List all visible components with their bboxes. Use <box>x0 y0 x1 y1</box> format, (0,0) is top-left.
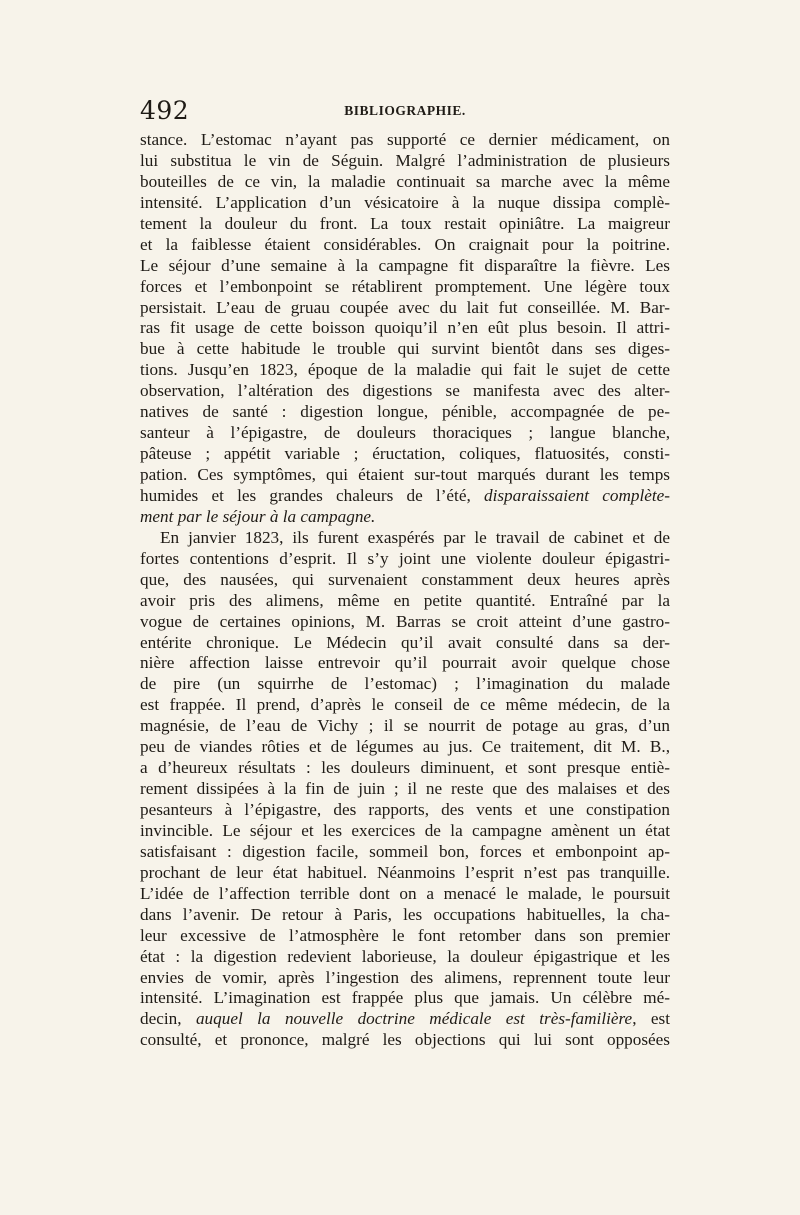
text-line <box>140 444 670 465</box>
text-line <box>140 549 670 570</box>
text-line <box>140 968 670 989</box>
text-line <box>140 905 670 926</box>
text-run: et la faiblesse étaient considérables. On craignait pour la poitrine. <box>140 234 670 254</box>
text-run: stance. L’estomac n’ayant pas supporté ce dernier médicament, on <box>140 130 670 149</box>
text-line <box>140 507 670 528</box>
text-run: Le séjour d’une semaine à la campagne fit disparaître la fièvre. Les <box>140 255 670 275</box>
text-run: lui substitua le vin de Séguin. Malgré l’administration de plusieurs <box>140 150 670 170</box>
text-run: avoir pris des alimens, même en petite quantité. Entraîné par la <box>140 590 670 610</box>
text-run: , est <box>632 1009 670 1029</box>
text-run: invincible. Le séjour et les exercices de la campagne amènent un état <box>140 820 670 840</box>
text-line <box>140 779 670 800</box>
text-line <box>140 591 670 612</box>
text-line <box>140 423 670 444</box>
text-line <box>140 716 670 737</box>
text-line <box>140 695 670 716</box>
text-run: intensité. L’application d’un vésicatoire à la nuque dissipa complè- <box>140 192 670 212</box>
text-line <box>140 884 670 905</box>
text-run: decin, <box>140 1009 196 1029</box>
text-line <box>140 528 670 549</box>
text-line <box>140 298 670 319</box>
text-run: envies de vomir, après l’ingestion des alimens, reprennent toute leur <box>140 967 670 987</box>
text-run: consulté, et prononce, malgré les objections qui lui sont opposées <box>140 1030 670 1050</box>
text-line <box>140 465 670 486</box>
text-line <box>140 653 670 674</box>
body-text <box>140 130 670 1051</box>
text-line <box>140 256 670 277</box>
text-line <box>140 360 670 381</box>
text-run: tions. Jusqu’en 1823, époque de la maladie qui fait le sujet de cette <box>140 360 670 380</box>
text-run: que, des nausées, qui survenaient constamment deux heures après <box>140 569 670 589</box>
text-run: pation. Ces symptômes, qui étaient sur-tout marqués durant les temps <box>140 465 670 484</box>
text-line <box>140 926 670 947</box>
text-line <box>140 381 670 402</box>
text-line <box>140 947 670 968</box>
text-run: En janvier 1823, ils furent exaspérés par le travail de cabinet et de <box>160 527 670 547</box>
text-run: santeur à l’épigastre, de douleurs thoraciques ; langue blanche, <box>140 423 670 443</box>
italic-run: disparaissaient complète- <box>483 485 670 505</box>
italic-run: ment par le séjour à la campagne. <box>140 506 376 526</box>
text-run: de pire (un squirrhe de l’estomac) ; l’imagination du malade <box>140 674 670 694</box>
text-run: fortes contentions d’esprit. Il s’y joint une violente douleur épigastri- <box>140 548 670 568</box>
text-run: forces et l’embonpoint se rétablirent promptement. Une légère toux <box>140 276 670 296</box>
text-run: pâteuse ; appétit variable ; éructation, coliques, flatuosités, consti- <box>140 444 670 464</box>
text-run: persistait. L’eau de gruau coupée avec du lait fut conseillée. M. Bar- <box>140 297 670 317</box>
text-run: vogue de certaines opinions, M. Barras se croit atteint d’une gastro- <box>140 611 670 631</box>
text-line <box>140 318 670 339</box>
text-run: prochant de leur état habituel. Néanmoins l’esprit n’est pas tranquille. <box>140 862 670 882</box>
text-run: observation, l’altération des digestions se manifesta avec des alter- <box>140 381 670 401</box>
text-run: entérite chronique. Le Médecin qu’il avait consulté dans sa der- <box>140 632 670 652</box>
text-run: bue à cette habitude le trouble qui survint bientôt dans ses diges- <box>140 339 670 359</box>
text-line <box>140 130 670 151</box>
text-line <box>140 988 670 1009</box>
text-line <box>140 1030 670 1051</box>
text-run: humides et les grandes chaleurs de l’été, <box>140 485 484 505</box>
text-line <box>140 612 670 633</box>
text-line <box>140 821 670 842</box>
text-run: est frappée. Il prend, d’après le conseil de ce même médecin, de la <box>140 695 670 715</box>
text-run: bouteilles de ce vin, la maladie continuait sa marche avec la même <box>140 171 670 191</box>
text-line <box>140 277 670 298</box>
text-run: tement la douleur du front. La toux restait opiniâtre. La maigreur <box>140 213 670 233</box>
text-line <box>140 235 670 256</box>
page-number: 492 <box>140 96 190 125</box>
text-line <box>140 800 670 821</box>
text-run: rement dissipées à la fin de juin ; il ne reste que des malaises et des <box>140 779 670 799</box>
text-line <box>140 193 670 214</box>
text-run: pesanteurs à l’épigastre, des rapports, des vents et une constipation <box>140 800 670 819</box>
text-line <box>140 402 670 423</box>
text-run: L’idée de l’affection terrible dont on a menacé le malade, le poursuit <box>140 883 670 903</box>
text-run: satisfaisant : digestion facile, sommeil bon, forces et embonpoint ap- <box>140 841 670 861</box>
text-run: nière affection laisse entrevoir qu’il pourrait avoir quelque chose <box>140 653 670 673</box>
running-head: BIBLIOGRAPHIE. <box>344 103 466 118</box>
text-line <box>140 570 670 591</box>
text-run: intensité. L’imagination est frappée plus que jamais. Un célèbre mé- <box>140 988 670 1008</box>
text-run: leur excessive de l’atmosphère le font retomber dans son premier <box>140 925 670 945</box>
text-run: peu de viandes rôties et de légumes au jus. Ce traitement, dit M. B., <box>140 737 670 757</box>
text-run: ras fit usage de cette boisson quoiqu’il n’en eût plus besoin. Il attri- <box>140 318 670 338</box>
text-line <box>140 842 670 863</box>
text-line <box>140 674 670 695</box>
text-line <box>140 633 670 654</box>
text-run: dans l’avenir. De retour à Paris, les occupations habituelles, la cha- <box>140 904 670 924</box>
text-line <box>140 737 670 758</box>
text-run: magnésie, de l’eau de Vichy ; il se nourrit de potage au gras, d’un <box>140 716 670 736</box>
text-run: état : la digestion redevient laborieuse, la douleur épigastrique et les <box>140 946 670 966</box>
text-run: natives de santé : digestion longue, pénible, accompagnée de pe- <box>140 402 670 422</box>
text-line <box>140 339 670 360</box>
text-run: a d’heureux résultats : les douleurs diminuent, et sont presque entiè- <box>140 758 670 778</box>
text-line <box>140 172 670 193</box>
text-line <box>140 1009 670 1030</box>
text-line <box>140 863 670 884</box>
text-line <box>140 758 670 779</box>
italic-run: auquel la nouvelle doctrine médicale est très-familière <box>195 1009 633 1029</box>
text-line <box>140 151 670 172</box>
page-header <box>140 96 670 126</box>
text-line <box>140 486 670 507</box>
text-line <box>140 214 670 235</box>
